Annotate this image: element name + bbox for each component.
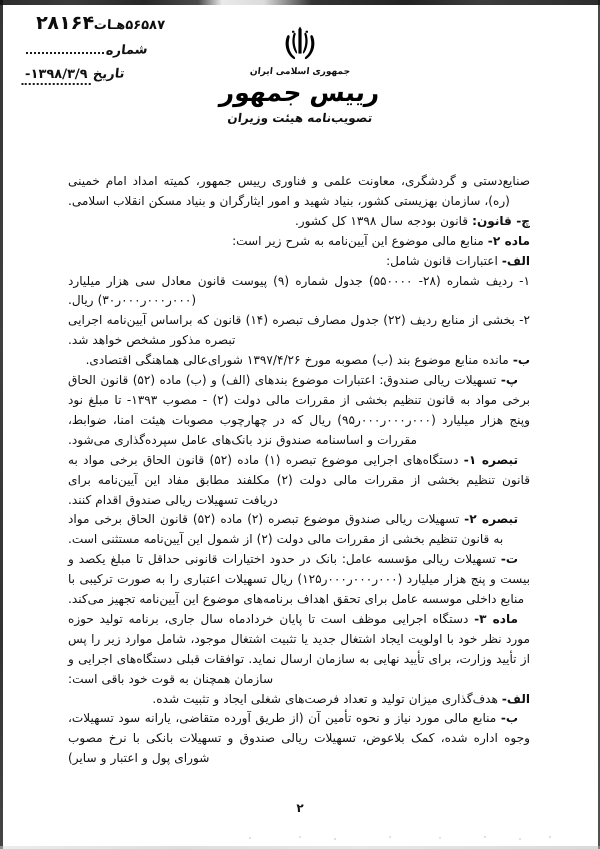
registration-suffix: ات xyxy=(93,18,113,33)
paragraph xyxy=(68,510,530,550)
paragraph xyxy=(68,550,530,610)
paragraph-text: مانده منابع موضوع بند (ب) مصوبه مورخ ۱۳۹۷/۴/۲۶ شورای‌عالی هماهنگی اقتصادی. xyxy=(85,353,513,368)
paragraph-text: منابع مالی مورد نیاز و نحوه تأمین آن (از طریق آورده متقاضی، یارانه سود تسهیلات، وجوه اداره شده، کمک بلاعوض، تسهیلات ریالی صندوق و تسهیلات بانکی با نرخ مصوب شورای پول و اعتبار و سایر) xyxy=(68,711,530,766)
paragraph xyxy=(68,451,530,511)
scan-speckle xyxy=(240,835,570,841)
paragraph-lead: پ- xyxy=(500,373,518,388)
page-number: ۲ xyxy=(296,801,304,815)
paragraph xyxy=(68,311,530,351)
paragraph-lead: تبصره ۲- xyxy=(464,512,518,527)
paragraph-text: دستگاه اجرایی موظف است تا پایان خردادماه سال جاری، برنامه تولید حوزه مورد نظر خود با اولویت ایجاد اشتغال جدید یا تثبیت اشتغال موجود، شامل موارد زیر را پس از تأیید وزارت، برای تأیید نهایی به سازمان ارسال نماید. توافقات قبلی دستگاه‌های اجرایی و سازمان همچنان به قوت خود باقی است: xyxy=(68,611,530,686)
paragraph-lead: ماده ۲- xyxy=(487,233,530,248)
paragraph-lead: ماده ۳- xyxy=(474,611,518,626)
emblem-of-iran-icon xyxy=(280,24,320,64)
paragraph-text: اعتبارات قانون شامل: xyxy=(386,253,502,268)
paragraph xyxy=(68,232,530,252)
paragraph xyxy=(68,690,530,710)
paragraph-text: صنایع‌دستی و گردشگری، معاونت علمی و فناوری رییس جمهور، کمیته امداد امام خمینی (ره)، سازمان بهزیستی کشور، بنیاد شهید و امور ایثارگران و بنیاد مسکن انقلاب اسلامی. xyxy=(68,174,530,208)
paragraph-text: منابع مالی موضوع این آیین‌نامه به شرح زیر است: xyxy=(232,233,488,248)
paragraph-lead: ب- xyxy=(512,353,530,368)
paragraph-lead: ب- xyxy=(500,711,518,726)
paragraph xyxy=(68,371,530,451)
number-label: شماره xyxy=(105,42,149,59)
paragraph xyxy=(68,351,530,371)
crest-block xyxy=(0,24,600,125)
paragraph-lead: تبصره ۱- xyxy=(463,452,518,467)
date-value: ۱۳۹۸/۳/۹- xyxy=(22,67,91,85)
paragraph-text: قانون بودجه سال ۱۳۹۸ کل کشور. xyxy=(294,213,473,228)
registration-secondary-number: ۵۶۵۸۷هـ xyxy=(111,18,166,33)
paragraph-lead: ت- xyxy=(500,552,518,567)
paragraph xyxy=(68,212,530,232)
paragraph-text: ۲- بخشی از منابع ردیف (۲۲) جدول مصارف تبصره (۱۴) قانون که براساس آیین‌نامه اجرایی تبصره مذکور مشخص خواهد شد. xyxy=(68,313,531,348)
paragraph-lead: الف- xyxy=(501,253,530,268)
paragraph-lead: چ- قانون: xyxy=(472,213,530,228)
paragraph-text: تسهیلات ریالی مؤسسه عامل: بانک در حدود اختیارات قانونی حداقل تا مبلغ یکصد و بیست و پنج هزار میلیارد (۰۰۰ر۰۰۰ر۰۰۰ر۱۲۵) ریال تسهیلات اعتباری را به صورت ترکیبی با منابع داخلی موسسه عامل برای تحقق اهداف برنامه‌های موضوع این آیین‌نامه تجهیز می‌کند. xyxy=(68,552,530,607)
paragraph-text: هدف‌گذاری میزان تولید و تعداد فرصت‌های شغلی ایجاد و تثبیت شده. xyxy=(152,691,502,706)
paragraph-text: تسهیلات ریالی صندوق موضوع تبصره (۲) ماده (۵۲) قانون الحاق برخی مواد به قانون تنظیم بخشی از مقررات مالی دولت (۲) از شمول این آیین‌نامه مستثنی است. xyxy=(68,512,504,547)
paragraph xyxy=(68,252,530,272)
organization-name: جمهوری اسلامی ایران xyxy=(249,67,351,77)
paragraph xyxy=(68,610,530,690)
paragraph xyxy=(68,709,530,769)
paragraph-text: تسهیلات ریالی صندوق: اعتبارات موضوع بندهای (الف) و (ب) ماده (۵۲) قانون الحاق برخی مواد به قانون تنظیم بخشی از مقررات مالی دولت (۲) - مصوب ۱۳۹۳- تا مبلغ نود وپنج هزار میلیارد (۰۰۰ر۰۰۰ر۰۰۰ر۹۵) ریال که در چهارچوب مصوبات هیئت امنا، ضوابط، مقررات و اساسنامه صندوق نزد بانک‌های عامل سپرده‌گذاری می‌شود. xyxy=(68,373,530,447)
paragraph-lead: الف- xyxy=(501,691,530,706)
registration-main-number: ۲۸۱۶۴ xyxy=(35,12,95,34)
date-label: تاریخ xyxy=(91,66,125,83)
letterhead xyxy=(0,8,600,158)
office-title: رییس جمهور xyxy=(218,78,382,107)
paragraph-text: ۱- ردیف شماره (۲۸- ۵۵۰۰۰۰) جدول شماره (۹) پیوست قانون معادل سی هزار میلیارد (۰۰۰ر۰۰۰ر۰۰۰ر۳۰) ریال. xyxy=(68,273,530,308)
scan-edge-top xyxy=(0,0,600,5)
document-kind: تصویب‌نامه هیئت وزیران xyxy=(226,110,374,125)
paragraph-text: دستگاه‌های اجرایی موضوع تبصره (۱) ماده (۵۲) قانون الحاق برخی مواد به قانون تنظیم بخشی از مقررات مالی دولت (۲) مکلفند مطابق مفاد این آیین‌نامه برای دریافت تسهیلات ریالی صندوق اقدام کنند. xyxy=(68,452,530,507)
paragraph xyxy=(68,172,530,212)
paragraph xyxy=(68,272,530,312)
document-body xyxy=(68,172,530,769)
